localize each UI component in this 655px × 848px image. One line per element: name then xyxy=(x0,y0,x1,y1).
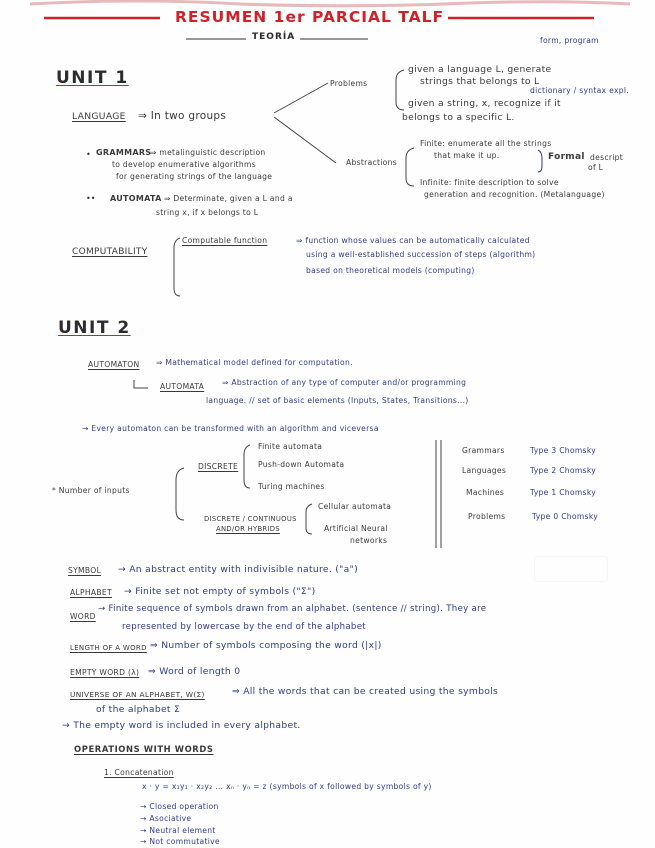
watermark-logo xyxy=(534,556,608,582)
unit1-heading: UNIT 1 xyxy=(56,68,129,88)
concat-prop-1: → Closed operation xyxy=(140,802,219,811)
universe-line-b: of the alphabet Σ xyxy=(96,704,181,715)
problem2-line-a: given a string, x, recognize if it xyxy=(408,98,561,109)
grammars-line-b: to develop enumerative algorithms xyxy=(112,160,256,169)
number-of-inputs: * Number of inputs xyxy=(52,486,130,495)
automata-line-b: string x, if x belongs to L xyxy=(156,208,259,217)
universe-line-a: ⇒ All the words that can be created using the symbols xyxy=(232,686,499,697)
automaton-desc: ⇒ Mathematical model defined for computation. xyxy=(156,358,353,367)
unit2-heading: UNIT 2 xyxy=(58,318,131,338)
problem1-line-a: given a language L, generate xyxy=(408,64,552,75)
length-desc: ⇒ Number of symbols composing the word (|x|) xyxy=(150,640,382,651)
operations-label: OPERATIONS WITH WORDS xyxy=(74,744,214,754)
double-bullet-icon: •• xyxy=(86,194,96,203)
concat-prop-3: → Neutral element xyxy=(140,826,216,835)
problem-note-top: form, program xyxy=(540,36,599,45)
computable-line-a: ⇒ function whose values can be automatically calculated xyxy=(296,236,530,245)
discrete-continuous: DISCRETE / CONTINUOUS xyxy=(204,515,297,523)
turing-machines: Turing machines xyxy=(258,482,325,491)
chomsky-right-4: Type 0 Chomsky xyxy=(532,512,599,521)
grammars-line-a: ⇒ metalinguistic description xyxy=(150,148,266,157)
universe-label: UNIVERSE OF AN ALPHABET, W(Σ) xyxy=(70,690,205,699)
chomsky-left-4: Problems xyxy=(468,512,506,521)
concat-prop-2: → Asociative xyxy=(140,814,192,823)
computable-line-b: using a well-established succession of steps (algorithm) xyxy=(306,250,536,259)
symbol-label: SYMBOL xyxy=(68,566,102,575)
discrete-label: DISCRETE xyxy=(198,462,239,471)
every-automaton-note: → Every automaton can be transformed with an algorithm and viceversa xyxy=(82,424,379,433)
abstractions-label: Abstractions xyxy=(346,158,398,167)
word-line-b: represented by lowercase by the end of the alphabet xyxy=(122,622,366,632)
pushdown-automata: Push-down Automata xyxy=(258,460,345,469)
bullet-icon: • xyxy=(86,150,91,159)
chomsky-left-2: Languages xyxy=(462,466,507,475)
page-subtitle: TEORÍA xyxy=(252,32,296,42)
word-line-a: → Finite sequence of symbols drawn from an alphabet. (sentence // string). They are xyxy=(98,604,487,614)
neural-line-a: Artificial Neural xyxy=(324,524,388,533)
concat-prop-4: → Not commutative xyxy=(140,837,220,846)
infinite-line-a: Infinite: finite description to solve xyxy=(420,178,559,187)
problem-note-mid: dictionary / syntax expl. xyxy=(530,86,629,95)
automata-line-a: ⇒ Determinate, given a L and a xyxy=(164,194,293,203)
problem2-line-b: belongs to a specific L. xyxy=(402,112,515,123)
grammars-line-c: for generating strings of the language xyxy=(116,172,273,181)
chomsky-right-1: Type 3 Chomsky xyxy=(530,446,597,455)
automata-label: AUTOMATA xyxy=(110,194,162,203)
computable-function-label: Computable function xyxy=(182,236,268,245)
chomsky-left-3: Machines xyxy=(466,488,505,497)
automaton-label: AUTOMATON xyxy=(88,360,140,369)
automata2-line-a: ⇒ Abstraction of any type of computer and/or programming xyxy=(222,378,467,387)
computability-label: COMPUTABILITY xyxy=(72,247,148,257)
automata2-label: AUTOMATA xyxy=(160,382,205,391)
concatenation-label: 1. Concatenation xyxy=(104,768,174,777)
language-label: LANGUAGE xyxy=(72,111,126,122)
length-label: LENGTH OF A WORD xyxy=(70,644,147,652)
formal-desc-a: descript xyxy=(590,153,624,162)
empty-word-label: EMPTY WORD (λ) xyxy=(70,668,140,677)
and-or-hybrids: AND/OR HYBRIDS xyxy=(216,525,280,533)
alphabet-label: ALPHABET xyxy=(70,588,112,597)
automata2-line-b: language. // set of basic elements (Inputs, States, Transitions...) xyxy=(206,396,469,405)
empty-word-note: → The empty word is included in every alphabet. xyxy=(62,720,301,731)
chomsky-left-1: Grammars xyxy=(462,446,505,455)
formal-label: Formal xyxy=(548,152,585,162)
language-desc: ⇒ In two groups xyxy=(138,110,227,122)
chomsky-right-2: Type 2 Chomsky xyxy=(530,466,597,475)
word-label: WORD xyxy=(70,612,96,621)
concatenation-formula: x · y = x₁y₁ · x₂y₂ ... xₙ · yₙ = z (symbols of x followed by symbols of y) xyxy=(142,782,432,791)
empty-word-desc: ⇒ Word of length 0 xyxy=(148,666,241,677)
cellular-automata: Cellular automata xyxy=(318,502,392,511)
neural-line-b: networks xyxy=(350,536,388,545)
finite-line-a: Finite: enumerate all the strings xyxy=(420,139,552,148)
symbol-desc: → An abstract entity with indivisible nature. ("a") xyxy=(118,564,359,575)
grammars-label: GRAMMARS xyxy=(96,148,152,157)
finite-line-b: that make it up. xyxy=(434,151,500,160)
problem1-line-b: strings that belongs to L xyxy=(420,76,540,87)
alphabet-desc: → Finite set not empty of symbols ("Σ") xyxy=(124,586,316,597)
formal-desc-b: of L xyxy=(588,163,604,172)
infinite-line-b: generation and recognition. (Metalanguage) xyxy=(424,190,605,199)
page-title: RESUMEN 1er PARCIAL TALF xyxy=(175,8,445,26)
problems-label: Problems xyxy=(330,79,368,88)
computable-line-c: based on theoretical models (computing) xyxy=(306,266,475,275)
finite-automata: Finite automata xyxy=(258,442,323,451)
chomsky-right-3: Type 1 Chomsky xyxy=(530,488,597,497)
